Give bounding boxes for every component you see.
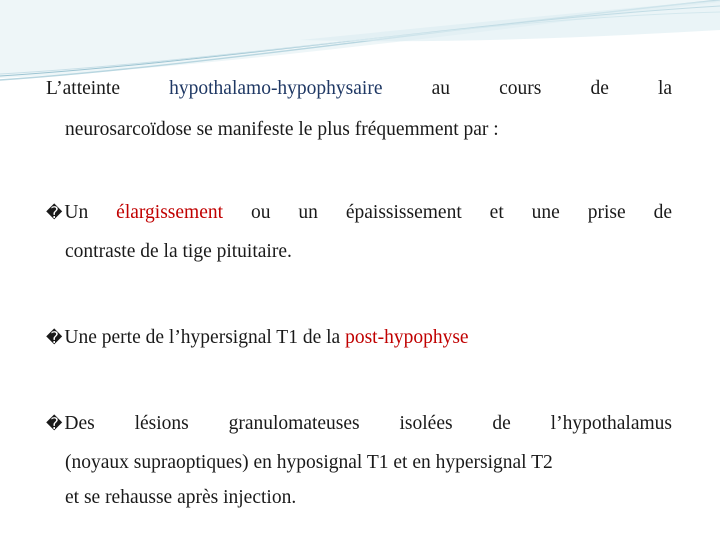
- bullet-1-line-2: contraste de la tige pituitaire.: [65, 241, 292, 262]
- bullet-2: [46, 326, 672, 350]
- title-line-1: [46, 77, 672, 101]
- bullet-1: [46, 201, 672, 225]
- bullet-2-red: post-hypophyse: [345, 327, 469, 348]
- title-lead: L’atteinte: [46, 78, 121, 99]
- bullet-3-line-3: et se rehausse après injection.: [65, 487, 297, 508]
- bullet-1-red: élargissement: [116, 202, 224, 223]
- bullet-2-text-a: Une perte de l’hypersignal T1 de la: [64, 327, 346, 348]
- bullet-3: [46, 412, 672, 436]
- bullet-1-marker: �: [46, 203, 63, 222]
- title-line-2: neurosarcoïdose se manifeste le plus fréquemment par :: [65, 119, 499, 140]
- title-rest: au cours de la: [431, 78, 673, 99]
- title-term: hypothalamo-hypophysaire: [169, 78, 383, 99]
- bullet-3-line-2: (noyaux supraoptiques) en hyposignal T1 et en hypersignal T2: [65, 452, 553, 473]
- bullet-1-text-b: ou un épaississement et une prise de: [223, 202, 672, 223]
- bullet-3-text-a: Des lésions granulomateuses isolées de l’hypothalamus: [64, 413, 672, 434]
- bullet-1-text-a: Un: [64, 202, 117, 223]
- bullet-2-marker: �: [46, 328, 63, 347]
- bullet-3-marker: �: [46, 414, 63, 433]
